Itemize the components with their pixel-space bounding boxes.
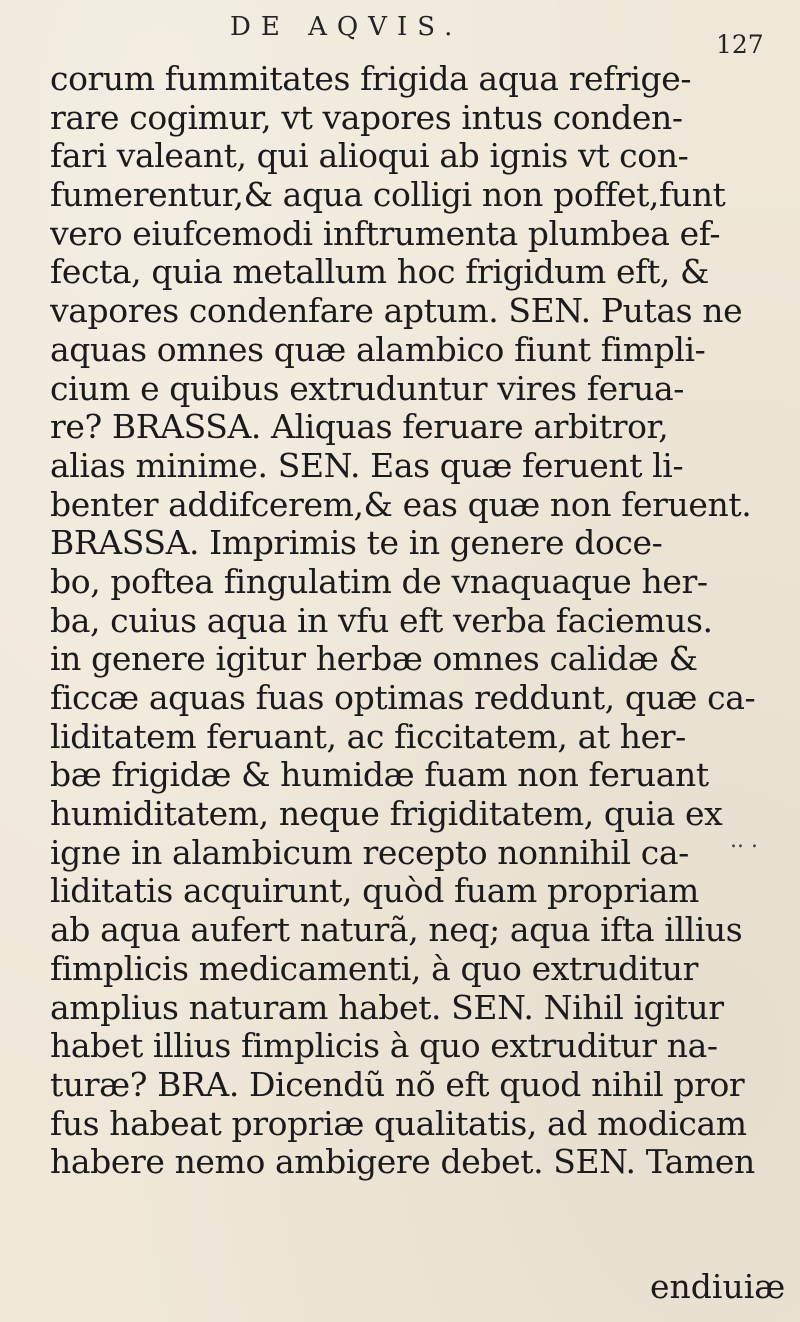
text-line: benter addifcerem,& eas quæ non feruent. bbox=[50, 485, 752, 524]
body-text bbox=[50, 60, 790, 1182]
text-line: aquas omnes quæ alambico fiunt fimpli- bbox=[50, 330, 706, 369]
text-line: bæ frigidæ & humidæ fuam non feruant bbox=[50, 756, 709, 795]
text-line: re? BRASSA. Aliquas feruare arbitror, bbox=[50, 408, 669, 447]
text-line: corum fummitates frigida aqua refrige- bbox=[50, 60, 692, 98]
text-line: fimplicis medicamenti, à quo extruditur bbox=[50, 949, 698, 988]
text-line: BRASSA. Imprimis te in genere doce- bbox=[50, 524, 663, 563]
text-line: liditatem feruant, ac ficcitatem, at her- bbox=[50, 717, 686, 756]
text-line: rare cogimur, vt vapores intus conden- bbox=[50, 98, 683, 137]
text-line: fumerentur,& aqua colligi non poffet,funt bbox=[50, 176, 726, 215]
text-line: amplius naturam habet. SEN. Nihil igitur bbox=[50, 988, 724, 1027]
text-line: humiditatem, neque frigiditatem, quia ex bbox=[50, 795, 723, 834]
text-line: habet illius fimplicis à quo extruditur na- bbox=[50, 1027, 718, 1066]
text-line: cium e quibus extruduntur vires ferua- bbox=[50, 369, 684, 408]
text-line: in genere igitur herbæ omnes calidæ & bbox=[50, 640, 698, 679]
text-line: alias minime. SEN. Eas quæ feruent li- bbox=[50, 446, 684, 485]
text-line: turæ? BRA. Dicendũ nõ eft quod nihil pror bbox=[50, 1065, 745, 1104]
text-line: liditatis acquirunt, quòd fuam propriam bbox=[50, 872, 699, 911]
text-line: ab aqua aufert naturã, neq; aqua ifta illius bbox=[50, 911, 743, 950]
text-line: vero eiufcemodi inftrumenta plumbea ef- bbox=[50, 214, 721, 253]
running-head: DE AQVIS. bbox=[230, 12, 463, 42]
text-line: igne in alambicum recepto nonnihil ca- bbox=[50, 833, 689, 872]
text-line: ba, cuius aqua in vfu eft verba faciemus. bbox=[50, 601, 713, 640]
text-line: fecta, quia metallum hoc frigidum eft, & bbox=[50, 253, 709, 292]
text-line: bo, poftea fingulatim de vnaquaque her- bbox=[50, 562, 708, 601]
margin-marks: .. . bbox=[730, 828, 758, 853]
text-line: fari valeant, qui alioqui ab ignis vt con- bbox=[50, 137, 689, 176]
text-line: vapores condenfare aptum. SEN. Putas ne bbox=[50, 292, 743, 331]
text-line: fus habeat propriæ qualitatis, ad modicam bbox=[50, 1104, 747, 1143]
page-number: 127 bbox=[716, 30, 764, 59]
text-line: ficcæ aquas fuas optimas reddunt, quæ ca- bbox=[50, 679, 756, 717]
text-line: habere nemo ambigere debet. SEN. Tamen bbox=[50, 1143, 755, 1182]
catchword: endiuiæ bbox=[650, 1267, 786, 1306]
